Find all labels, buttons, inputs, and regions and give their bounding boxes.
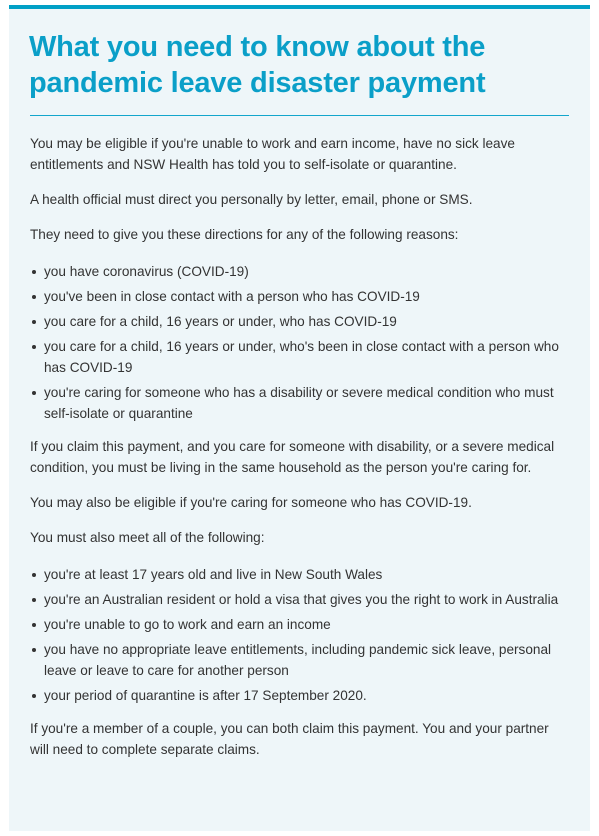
- list-item: [30, 639, 569, 681]
- bullet-icon: [32, 694, 36, 698]
- reasons-list: [30, 261, 569, 424]
- list-item: [30, 311, 569, 332]
- list-item-text: you're unable to go to work and earn an income: [44, 617, 331, 632]
- intro-paragraph: You may be eligible if you're unable to work and earn income, have no sick leave entitlements and NSW Health has told you to self-isolate or quarantine.: [30, 136, 515, 172]
- bullet-icon: [32, 648, 36, 652]
- list-item-text: you care for a child, 16 years or under, who's been in close contact with a person who has COVID-19: [44, 339, 559, 375]
- list-item-text: you care for a child, 16 years or under, who has COVID-19: [44, 314, 397, 329]
- bullet-icon: [32, 391, 36, 395]
- list-item-text: you're at least 17 years old and live in New South Wales: [44, 567, 383, 582]
- list-item: [30, 286, 569, 307]
- list-item-text: you're caring for someone who has a disability or severe medical condition who must self-isolate or quarantine: [44, 385, 554, 421]
- list-item-text: your period of quarantine is after 17 September 2020.: [44, 688, 367, 703]
- list-item-text: you've been in close contact with a person who has COVID-19: [44, 289, 420, 304]
- closing-paragraph: If you're a member of a couple, you can both claim this payment. You and your partner will need to complete separate claims.: [30, 721, 549, 757]
- list-item: [30, 589, 569, 610]
- list-item-text: you have no appropriate leave entitlements, including pandemic sick leave, personal leave or leave to care for another person: [44, 642, 552, 678]
- list-item: [30, 261, 569, 282]
- info-card: [9, 5, 590, 831]
- list-item: [30, 685, 569, 706]
- bullet-icon: [32, 598, 36, 602]
- article-body: [30, 133, 569, 760]
- intro-paragraph: They need to give you these directions for any of the following reasons:: [30, 227, 459, 242]
- list-item-text: you're an Australian resident or hold a visa that gives you the right to work in Australia: [44, 592, 559, 607]
- list-item: [30, 614, 569, 635]
- bullet-icon: [32, 320, 36, 324]
- list-item: [30, 382, 569, 424]
- body-paragraph: You may also be eligible if you're caring for someone who has COVID-19.: [30, 495, 472, 510]
- requirements-list: [30, 564, 569, 706]
- bullet-icon: [32, 345, 36, 349]
- bullet-icon: [32, 295, 36, 299]
- card-content: [9, 9, 590, 760]
- body-paragraph: You must also meet all of the following:: [30, 530, 265, 545]
- bullet-icon: [32, 573, 36, 577]
- list-item: [30, 564, 569, 585]
- list-item-text: you have coronavirus (COVID-19): [44, 264, 249, 279]
- title-divider: [30, 115, 569, 116]
- bullet-icon: [32, 623, 36, 627]
- body-paragraph: If you claim this payment, and you care for someone with disability, or a severe medical condition, you must be living in the same household as the person you're caring for.: [30, 439, 555, 475]
- bullet-icon: [32, 270, 36, 274]
- page-title: What you need to know about the pandemic leave disaster payment: [29, 31, 486, 99]
- list-item: [30, 336, 569, 378]
- intro-paragraph: A health official must direct you personally by letter, email, phone or SMS.: [30, 192, 473, 207]
